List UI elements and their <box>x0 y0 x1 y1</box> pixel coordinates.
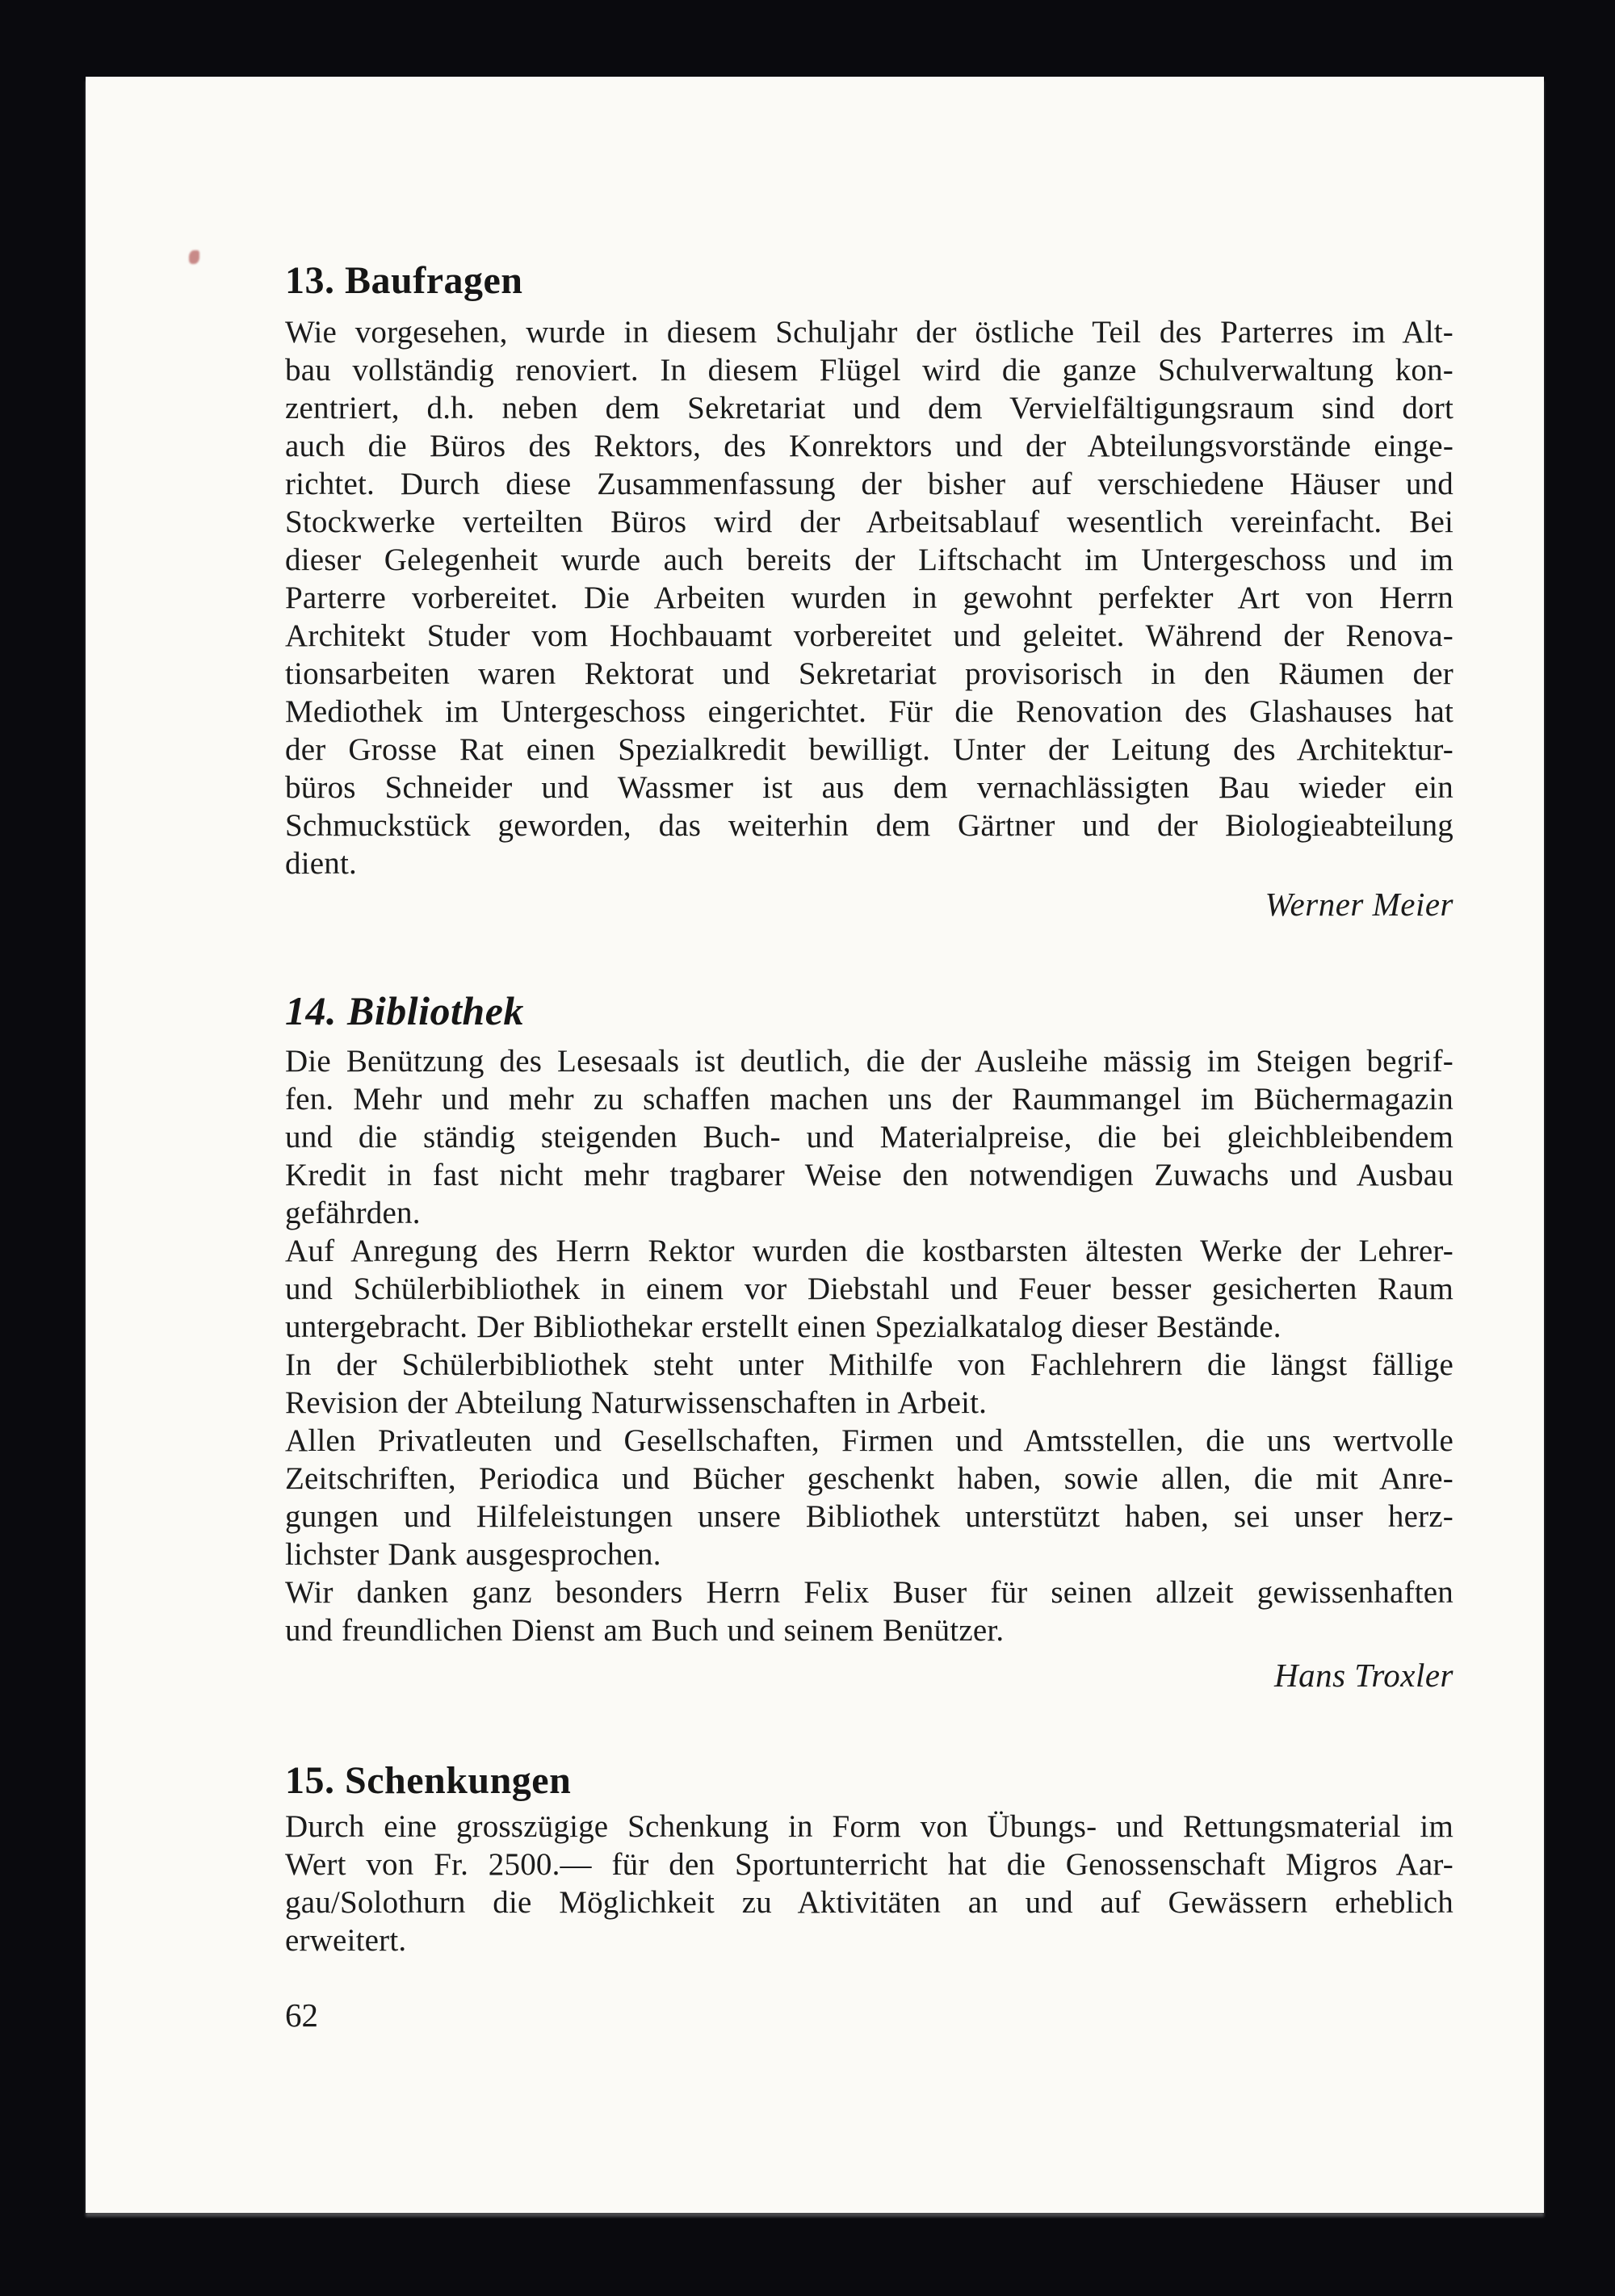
text-line: büros Schneider und Wassmer ist aus dem vernachlässigten Bau wieder ein <box>285 770 1454 805</box>
section-heading: 13. Baufragen <box>285 258 523 302</box>
section-body <box>285 313 1454 882</box>
text-line: Wie vorgesehen, wurde in diesem Schuljahr der östliche Teil des Parterres im Alt- <box>285 315 1454 350</box>
page-number: 62 <box>285 1996 318 2034</box>
text-line: dient. <box>285 846 357 881</box>
text-line: Architekt Studer vom Hochbauamt vorbereitet und geleitet. Während der Renova- <box>285 618 1454 653</box>
section-body <box>285 1042 1454 1649</box>
section-heading: 15. Schenkungen <box>285 1758 572 1802</box>
text-line: Schmuckstück geworden, das weiterhin dem Gärtner und der Biologieabteilung <box>285 808 1454 843</box>
text-column <box>285 77 1454 2213</box>
text-line: bau vollständig renoviert. In diesem Flügel wird die ganze Schulverwaltung kon- <box>285 353 1454 388</box>
text-line: dieser Gelegenheit wurde auch bereits der Liftschacht im Untergeschoss und im <box>285 543 1454 577</box>
text-line: und Schülerbibliothek in einem vor Diebstahl und Feuer besser gesicherten Raum <box>285 1272 1454 1306</box>
text-line: Stockwerke verteilten Büros wird der Arbeitsablauf wesentlich vereinfacht. Bei <box>285 505 1454 539</box>
text-line: und die ständig steigenden Buch- und Materialpreise, die bei gleichbleibendem <box>285 1120 1454 1154</box>
text-line: gau/Solothurn die Möglichkeit zu Aktivitäten an und auf Gewässern erheblich <box>285 1885 1454 1920</box>
section-body <box>285 1808 1454 1959</box>
text-line: gefährden. <box>285 1196 421 1230</box>
text-line: richtet. Durch diese Zusammenfassung der bisher auf verschiedene Häuser und <box>285 467 1454 501</box>
text-line: auch die Büros des Rektors, des Konrektors und der Abteilungsvorstände einge- <box>285 429 1454 463</box>
text-line: Revision der Abteilung Naturwissenschaften in Arbeit. <box>285 1385 988 1420</box>
signature: Hans Troxler <box>1273 1657 1454 1694</box>
text-line: zentriert, d.h. neben dem Sekretariat und dem Vervielfältigungsraum sind dort <box>285 391 1454 425</box>
text-line: Auf Anregung des Herrn Rektor wurden die kostbarsten ältesten Werke der Lehrer- <box>285 1234 1454 1268</box>
text-line: gungen und Hilfeleistungen unsere Bibliothek unterstützt haben, sei unser herz- <box>285 1499 1454 1534</box>
scan-artifact <box>189 250 199 264</box>
text-line: Die Benützung des Lesesaals ist deutlich, die der Ausleihe mässig im Steigen begrif- <box>285 1044 1454 1079</box>
text-line: fen. Mehr und mehr zu schaffen machen uns der Raummangel im Büchermagazin <box>285 1082 1454 1117</box>
text-line: Parterre vorbereitet. Die Arbeiten wurden in gewohnt perfekter Art von Herrn <box>285 580 1454 615</box>
section-heading: 14. Bibliothek <box>285 987 524 1033</box>
text-line: der Grosse Rat einen Spezialkredit bewilligt. Unter der Leitung des Architektur- <box>285 732 1454 767</box>
signature: Werner Meier <box>1265 886 1454 923</box>
text-line: Zeitschriften, Periodica und Bücher geschenkt haben, sowie allen, die mit Anre- <box>285 1461 1454 1496</box>
text-line: Kredit in fast nicht mehr tragbarer Weise den notwendigen Zuwachs und Ausbau <box>285 1158 1454 1192</box>
text-line: lichster Dank ausgesprochen. <box>285 1537 661 1572</box>
text-line: Allen Privatleuten und Gesellschaften, Firmen und Amtsstellen, die uns wertvolle <box>285 1423 1454 1458</box>
text-line: Wir danken ganz besonders Herrn Felix Buser für seinen allzeit gewissenhaften <box>285 1575 1454 1610</box>
text-line: tionsarbeiten waren Rektorat und Sekretariat provisorisch in den Räumen der <box>285 656 1454 691</box>
text-line: Mediothek im Untergeschoss eingerichtet. Für die Renovation des Glashauses hat <box>285 694 1454 729</box>
text-line: untergebracht. Der Bibliothekar erstellt einen Spezialkatalog dieser Bestände. <box>285 1309 1282 1344</box>
text-line: Durch eine grosszügige Schenkung in Form von Übungs- und Rettungsmaterial im <box>285 1809 1454 1844</box>
text-line: In der Schülerbibliothek steht unter Mithilfe von Fachlehrern die längst fällige <box>285 1347 1454 1382</box>
document-page <box>86 77 1544 2213</box>
text-line: Wert von Fr. 2500.— für den Sportunterricht hat die Genossenschaft Migros Aar- <box>285 1847 1454 1882</box>
text-line: erweitert. <box>285 1923 407 1958</box>
text-line: und freundlichen Dienst am Buch und seinem Benützer. <box>285 1613 1005 1648</box>
